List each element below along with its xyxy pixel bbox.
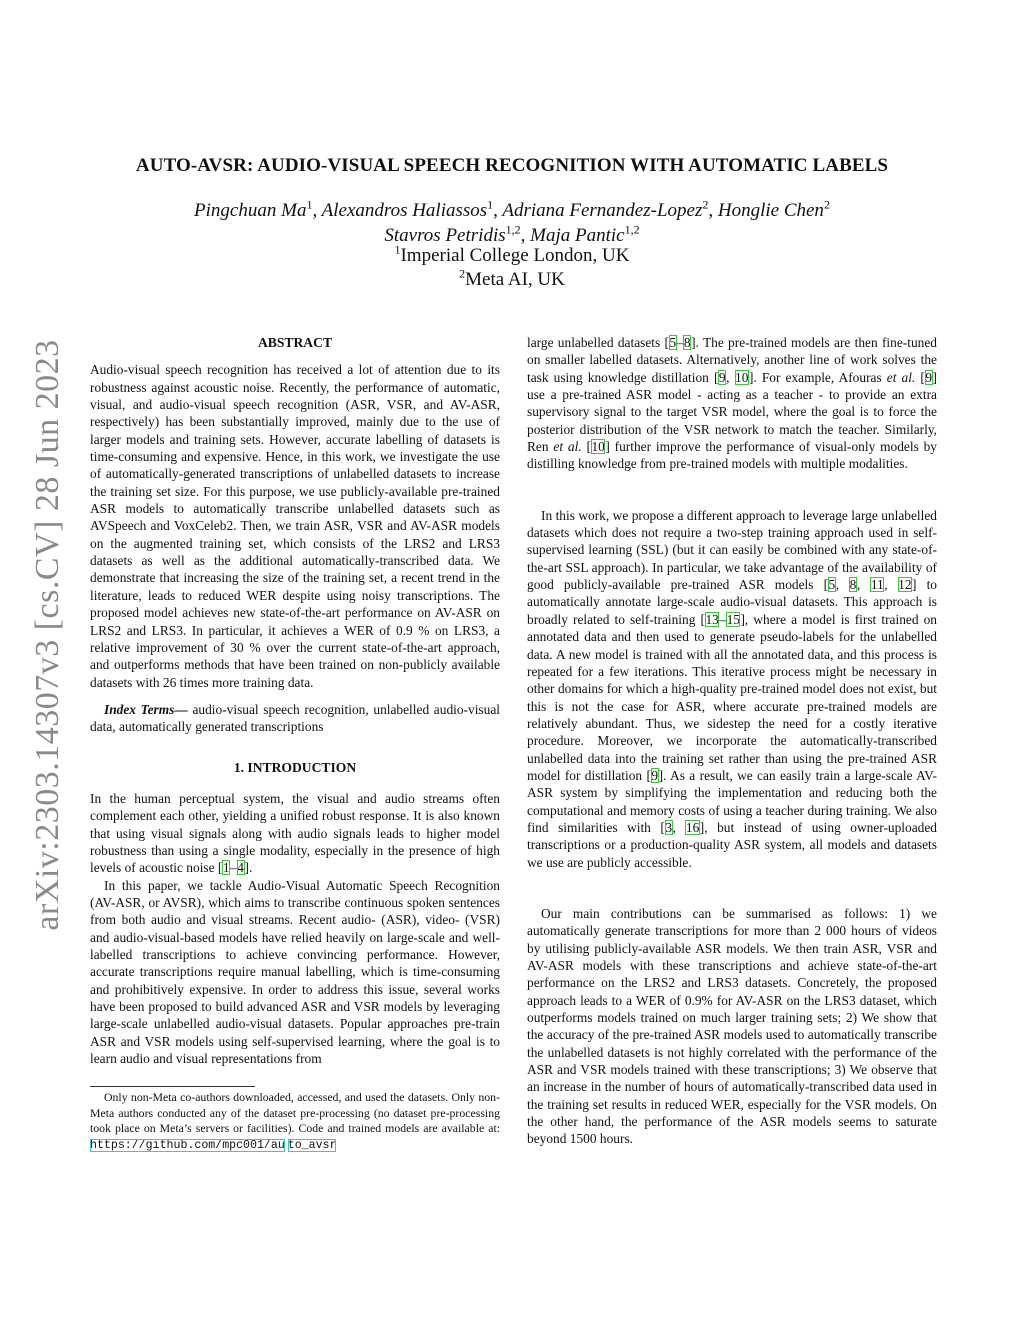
right-column bbox=[527, 334, 937, 1148]
author-affil-mark: 1,2 bbox=[624, 222, 640, 237]
author-name: Honglie Chen bbox=[717, 200, 824, 221]
author-affil-mark: 2 bbox=[702, 197, 709, 212]
citation-link[interactable]: 5 bbox=[669, 335, 677, 350]
code-url-link-cont[interactable]: to_avsr bbox=[287, 1138, 337, 1152]
paper-title: AUTO-AVSR: AUDIO-VISUAL SPEECH RECOGNITION WITH AUTOMATIC LABELS bbox=[135, 155, 889, 176]
right-paragraph-3: Our main contributions can be summarised as follows: 1) we automatically generate transcriptions for more than 2 000 hours of videos by utilising publicly-available ASR models. We then train ASR, VSR and AV-ASR models with these transcriptions and achieve state-of-the-art performance on the LRS2 and LRS3 datasets. Concretely, the proposed approach leads to a WER of 0.9% for AV-ASR on the LRS3 dataset, which outperforms models trained on much larger training sets; 2) We show that the accuracy of the pre-trained ASR models used to automatically transcribe the unlabelled datasets is not highly correlated with the performance of the ASR and VSR models trained with these transcriptions; 3) We observe that an increase in the number of hours of automatically-transcribed data used in the training set results in reduced WER, especially for the VSR models. On the other hand, the performance of the ASR models seems to saturate beyond 1500 hours. bbox=[527, 905, 937, 1147]
index-terms bbox=[90, 701, 500, 736]
author-name: Stavros Petridis bbox=[384, 225, 506, 246]
citation-link[interactable]: 1 bbox=[222, 860, 230, 876]
citation-link[interactable]: 9 bbox=[718, 369, 726, 385]
left-column bbox=[90, 334, 500, 1153]
author-affil-mark: 1 bbox=[306, 197, 313, 212]
author-name: Pingchuan Ma bbox=[194, 200, 307, 221]
intro-heading: 1. INTRODUCTION bbox=[233, 759, 357, 775]
arxiv-id: arXiv:2303.14307v3 [cs.CV] 28 Jun 2023 bbox=[29, 339, 66, 931]
citation-link[interactable]: 3 bbox=[665, 819, 673, 835]
intro-paragraph-1: In the human perceptual system, the visual and audio streams often complement each other, yielding a unified robust response. It is also known that using visual signals along with audio signals leads to higher model robustness than using a single modality, especially in the presence of high levels of acoustic noise [1–4]. bbox=[90, 790, 500, 876]
citation-link[interactable]: 13 bbox=[705, 611, 719, 627]
footnote: Only non-Meta co-authors downloaded, accessed, and used the datasets. Only non-Meta authors conducted any of the dataset pre-processing (no dataset pre-processing took place on Meta’s servers or facilities). Code and trained models are available at: https://github.com/mpc001/au to_avsr bbox=[90, 1090, 500, 1152]
author-name: Maja Pantic bbox=[530, 225, 625, 246]
author-list: Pingchuan Ma$^1$, Alexandros Haliassos$^1$, Adriana Fernandez-Lopez$^2$, Honglie Chen$^2$ Stavros Petridis$^{1,2}$, Maja Pantic$^{1,2}$ bbox=[194, 197, 830, 246]
code-url-link[interactable]: https://github.com/mpc001/au bbox=[90, 1138, 285, 1152]
arxiv-stamp bbox=[28, 330, 68, 940]
affiliations bbox=[80, 244, 944, 292]
citation-link[interactable]: 16 bbox=[685, 819, 700, 835]
affiliation-1: $^1$Imperial College London, UK bbox=[394, 242, 630, 266]
citation-link[interactable]: 4 bbox=[237, 860, 244, 876]
citation-link[interactable]: 8 bbox=[683, 335, 691, 350]
author-affil-mark: 2 bbox=[823, 197, 830, 212]
citation-link[interactable]: 9 bbox=[651, 767, 659, 783]
right-paragraph-2: In this work, we propose a different approach to leverage large unlabelled datasets which does not require a two-step training approach used in self-supervised learning (SSL) (but it can easily be combined with any state-of-the-art SSL approach). In particular, we take advantage of the availability of good publicly-available pre-trained ASR models [5, 8, 11, 12] to automatically annotate large-scale audio-visual datasets. This approach is broadly related to self-training [13–15], where a model is first trained on annotated data and then used to generate pseudo-labels for the unlabelled data. A new model is trained with all the annotated data, and this process is repeated for a few iterations. This iterative process might be necessary in other domains for which a high-quality pre-trained model does not exist, but this is not the case for ASR, where accurate pre-trained models are relatively abundant. Thus, we sidestep the need for a costly iterative procedure. Moreover, we incorporate the automatically-transcribed unlabelled data into the training set rather than using the pre-trained ASR model for distillation [9]. As a result, we can easily train a large-scale AV-ASR system by simplifying the implementation and reducing both the computational and memory costs of using a teacher during training. We also find similarities with [3, 16], but instead of using owner-uploaded transcriptions or a production-quality ASR system, all models and datasets we use are publicly accessible. bbox=[527, 507, 938, 870]
author-name: Alexandros Haliassos bbox=[321, 200, 488, 221]
citation-link[interactable]: 10 bbox=[735, 369, 749, 385]
citation-link[interactable]: 5 bbox=[828, 577, 836, 593]
author-name: Adriana Fernandez-Lopez bbox=[502, 200, 703, 221]
citation-link[interactable]: 9 bbox=[925, 369, 933, 385]
affiliation-2: $^2$Meta AI, UK bbox=[459, 266, 565, 290]
citation-link[interactable]: 15 bbox=[726, 611, 740, 627]
citation-link[interactable]: 11 bbox=[870, 577, 884, 593]
index-terms-text: audio-visual speech recognition, unlabelled audio-visual data, automatically generated transcriptions bbox=[90, 701, 500, 735]
right-paragraph-1: large unlabelled datasets [5–8]. The pre-trained models are then fine-tuned on smaller labelled datasets. Alternatively, another line of work solves the task using knowledge distillation [9, 10]. For example, Afouras et al. [9] use a pre-trained ASR model - acting as a teacher - to provide an extra supervisory signal to the target VSR model, where the goal is to force the posterior distribution of the VSR network to match the teacher. Similarly, Ren et al. [10] further improve the performance of visual-only models by distilling knowledge from pre-trained models with multiple modalities. bbox=[527, 335, 937, 472]
citation-link[interactable]: 10 bbox=[591, 439, 605, 455]
index-terms-label: Index Terms— bbox=[104, 701, 188, 717]
citation-link[interactable]: 12 bbox=[898, 577, 912, 593]
abstract-text: Audio-visual speech recognition has received a lot of attention due to its robustness against acoustic noise. Recently, the performance of automatic, visual, and audio-visual speech recognition (ASR, VSR, and AV-ASR, respectively) has been substantially improved, mainly due to the use of larger models and training sets. However, accurate labelling of datasets is time-consuming and expensive. Hence, in this work, we investigate the use of automatically-generated transcriptions of unlabelled datasets to increase the training set size. For this purpose, we use publicly-available pre-trained ASR models to automatically transcribe unlabelled datasets such as AVSpeech and VoxCeleb2. Then, we train ASR, VSR and AV-ASR models on the augmented training set, which consists of the LRS2 and LRS3 datasets as well as the additional automatically-transcribed data. We demonstrate that increasing the size of the training set, a recent trend in the literature, leads to reduced WER despite using noisy transcriptions. The proposed model achieves new state-of-the-art performance on AV-ASR on LRS2 and LRS3. In particular, it achieves a WER of 0.9 % on LRS3, a relative improvement of 30 % over the current state-of-the-art approach, and outperforms methods that have been trained on non-publicly available datasets with 26 times more training data. bbox=[90, 362, 500, 690]
author-affil-mark: 1 bbox=[487, 197, 494, 212]
abstract-heading: ABSTRACT bbox=[257, 335, 333, 350]
author-affil-mark: 1,2 bbox=[505, 222, 521, 237]
citation-link[interactable]: 8 bbox=[849, 577, 857, 593]
intro-paragraph-2: In this paper, we tackle Audio-Visual Automatic Speech Recognition (AV-ASR, or AVSR), which aims to transcribe continuous spoken sentences from both audio and visual streams. Recent audio- (ASR), video- (VSR) and audio-visual-based models have relied heavily on large-scale and well-labelled transcriptions to achieve convincing performance. However, accurate transcriptions require manual labelling, which is time-consuming and prohibitively expensive. In order to address this issue, several works have been proposed to build advanced ASR and VSR models by leveraging large-scale unlabelled audio-visual datasets. Popular approaches pre-train ASR and VSR models using self-supervised learning, where the goal is to learn audio and visual representations from bbox=[90, 877, 500, 1067]
